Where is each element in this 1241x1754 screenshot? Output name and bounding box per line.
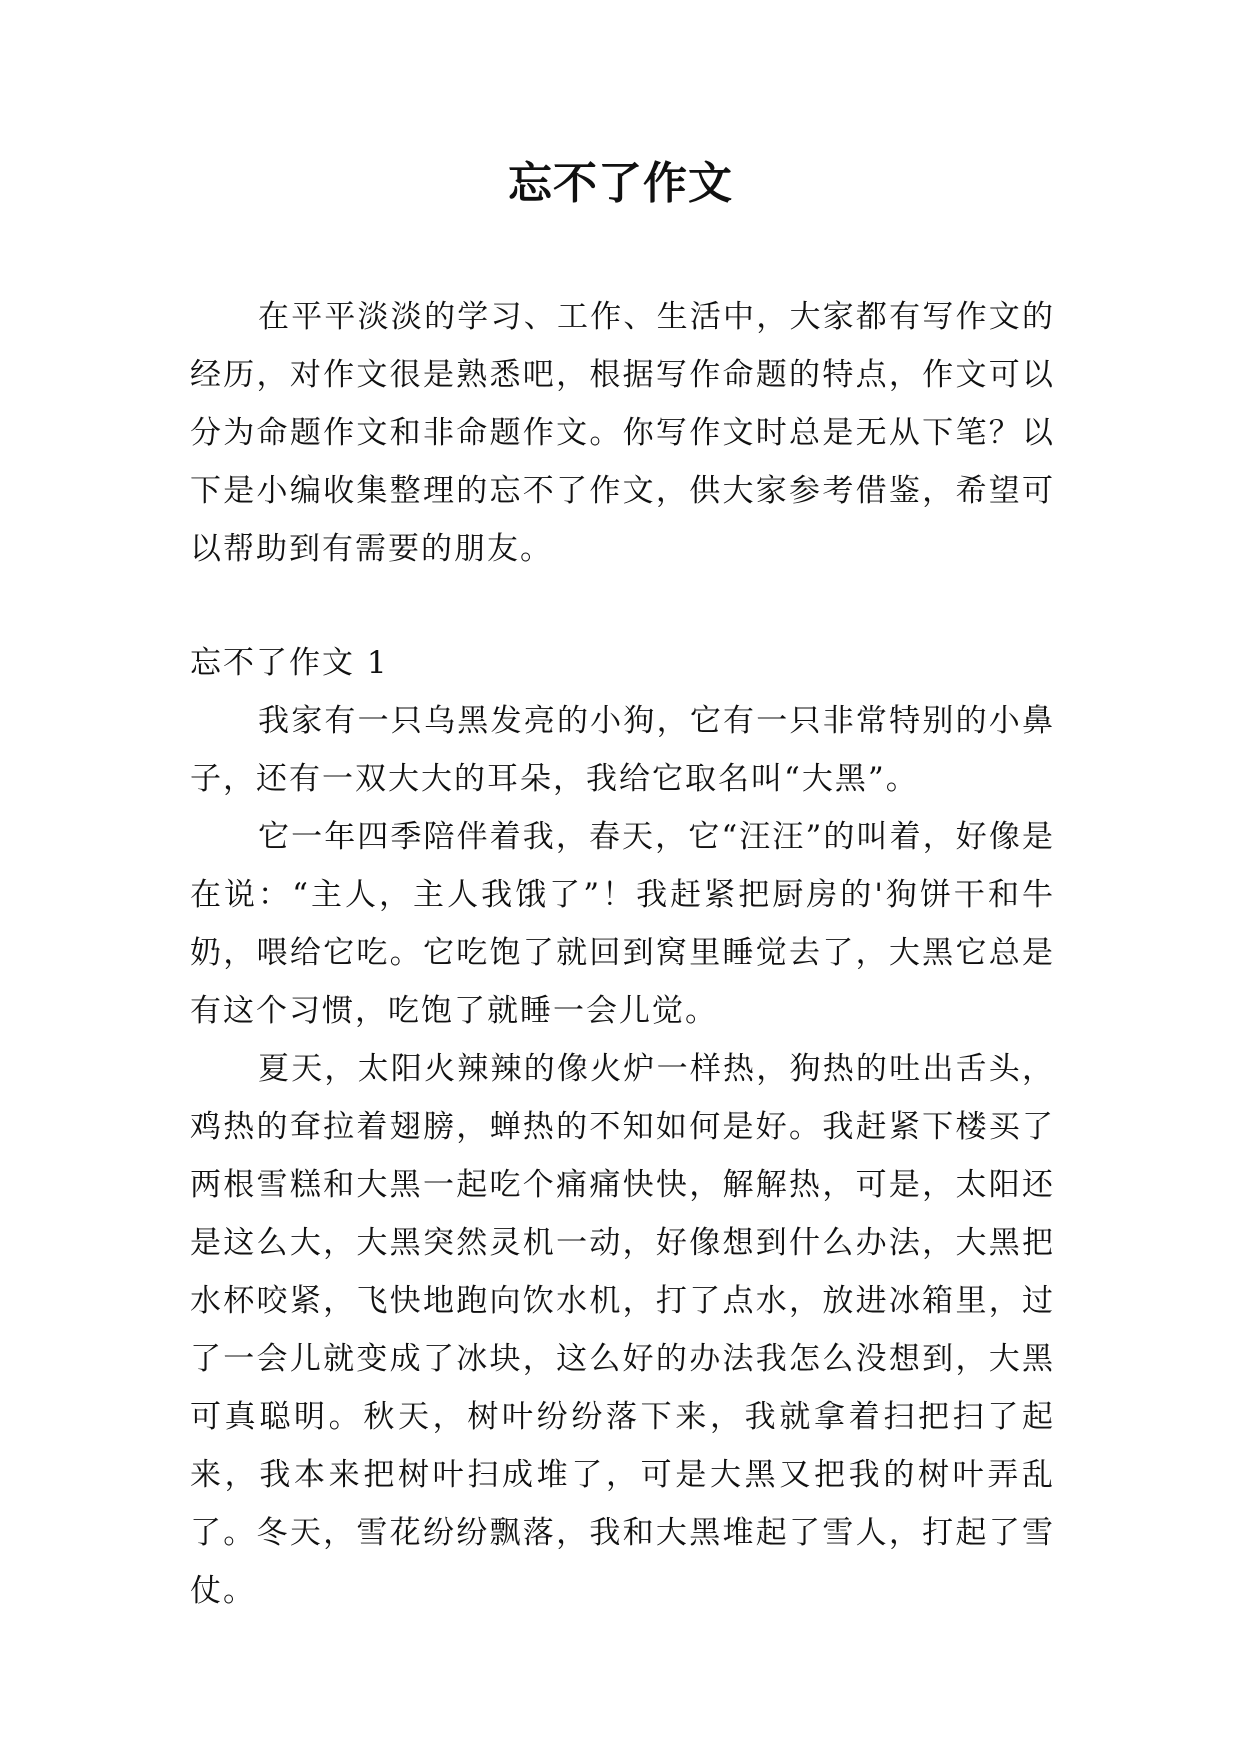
essay-section [190, 634, 1055, 1620]
intro-paragraph: 在平平淡淡的学习、工作、生活中，大家都有写作文的经历，对作文很是熟悉吧，根据写作命题的特点，作文可以分为命题作文和非命题作文。你写作文时总是无从下笔？以下是小编收集整理的忘不了作文，供大家参考借鉴，希望可以帮助到有需要的朋友。 [190, 299, 1055, 567]
body-paragraph: 它一年四季陪伴着我，春天，它“汪汪”的叫着，好像是在说：“主人，主人我饿了”！我赶紧把厨房的'狗饼干和牛奶，喂给它吃。它吃饱了就回到窝里睡觉去了，大黑它总是有这个习惯，吃饱了就睡一会儿觉。 [190, 819, 1055, 1029]
section-heading: 忘不了作文 1 [190, 645, 389, 681]
body-paragraph: 夏天，太阳火辣辣的像火炉一样热，狗热的吐出舌头，鸡热的耷拉着翅膀，蝉热的不知如何是好。我赶紧下楼买了两根雪糕和大黑一起吃个痛痛快快，解解热，可是，太阳还是这么大，大黑突然灵机一动，好像想到什么办法，大黑把水杯咬紧，飞快地跑向饮水机，打了点水，放进冰箱里，过了一会儿就变成了冰块，这么好的办法我怎么没想到，大黑可真聪明。秋天，树叶纷纷落下来，我就拿着扫把扫了起来，我本来把树叶扫成堆了，可是大黑又把我的树叶弄乱了。冬天，雪花纷纷飘落，我和大黑堆起了雪人，打起了雪仗。 [190, 1051, 1055, 1609]
body-paragraph: 我家有一只乌黑发亮的小狗，它有一只非常特别的小鼻子，还有一双大大的耳朵，我给它取名叫“大黑”。 [190, 703, 1055, 797]
page-title: 忘不了作文 [508, 158, 733, 209]
document-body [190, 288, 1055, 1620]
